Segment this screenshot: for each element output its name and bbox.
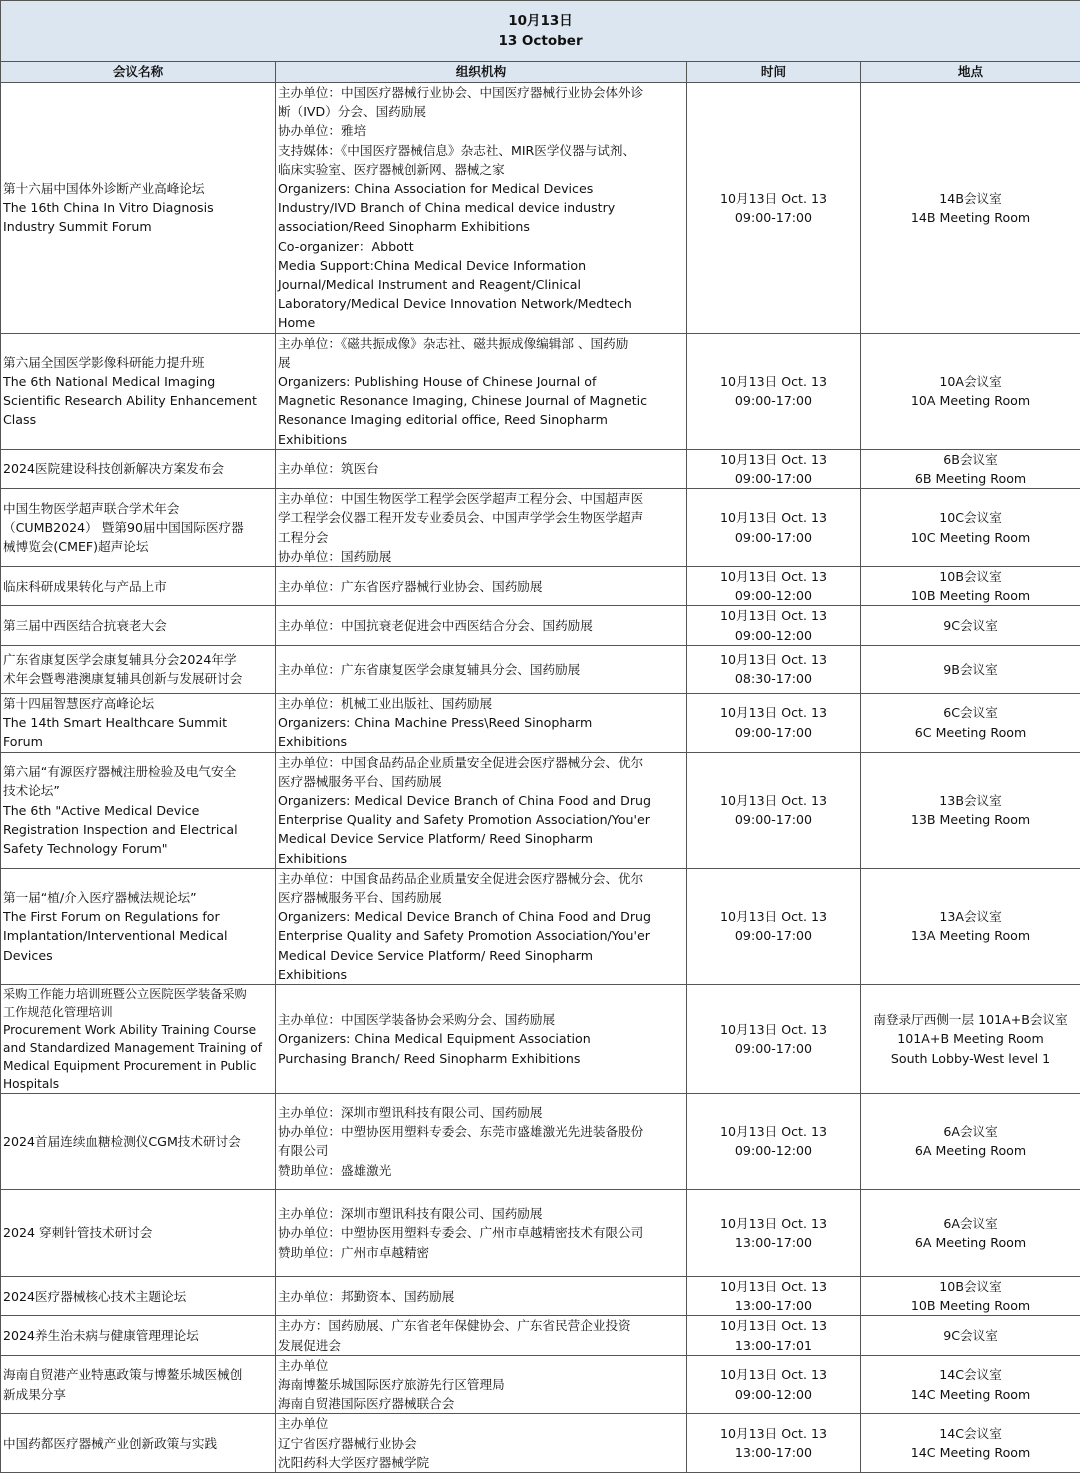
time-line: 09:00-12:00 bbox=[689, 1141, 858, 1160]
cell-place bbox=[861, 449, 1080, 488]
org-line: 展 bbox=[278, 353, 684, 372]
place-line: 6B会议室 bbox=[863, 450, 1078, 469]
table-row bbox=[1, 489, 1080, 567]
name-line: and Standardized Management Training of bbox=[3, 1039, 273, 1057]
org-line: Enterprise Quality and Safety Promotion Association/You'er bbox=[278, 810, 684, 829]
org-line: 主办单位：机械工业出版社、国药励展 bbox=[278, 694, 684, 713]
cell-place bbox=[861, 645, 1080, 693]
cell-org bbox=[276, 606, 687, 645]
place-line: 10C Meeting Room bbox=[863, 528, 1078, 547]
name-line: 技术论坛” bbox=[3, 781, 273, 800]
cell-place bbox=[861, 1414, 1080, 1473]
org-line: 海南自贸港国际医疗器械联合会 bbox=[278, 1394, 684, 1413]
cell-name bbox=[1, 752, 276, 868]
time-line: 13:00-17:01 bbox=[689, 1336, 858, 1355]
org-line: 协办单位：雅培 bbox=[278, 121, 684, 140]
org-line: 主办单位 bbox=[278, 1356, 684, 1375]
name-line: Hospitals bbox=[3, 1075, 273, 1093]
time-line: 10月13日 Oct. 13 bbox=[689, 703, 858, 722]
org-line: 临床实验室、医疗器械创新网、器械之家 bbox=[278, 160, 684, 179]
cell-org bbox=[276, 489, 687, 567]
cell-org bbox=[276, 645, 687, 693]
table-row bbox=[1, 83, 1080, 334]
name-line: 第十四届智慧医疗高峰论坛 bbox=[3, 694, 273, 713]
place-line: 14C会议室 bbox=[863, 1424, 1078, 1443]
org-line: 主办方：国药励展、广东省老年保健协会、广东省民营企业投资 bbox=[278, 1316, 684, 1335]
org-line: Resonance Imaging editorial office, Reed Sinopharm bbox=[278, 410, 684, 429]
place-line: 13B会议室 bbox=[863, 791, 1078, 810]
table-row bbox=[1, 1093, 1080, 1189]
cell-time bbox=[687, 1316, 861, 1355]
name-line: 术年会暨粤港澳康复辅具创新与发展研讨会 bbox=[3, 669, 273, 688]
org-line: Organizers: Publishing House of Chinese Journal of bbox=[278, 372, 684, 391]
name-line: 中国生物医学超声联合学术年会 bbox=[3, 499, 273, 518]
name-line: 临床科研成果转化与产品上市 bbox=[3, 577, 273, 596]
org-line: Organizers: China Medical Equipment Association bbox=[278, 1029, 684, 1048]
name-line: 2024医院建设科技创新解决方案发布会 bbox=[3, 459, 273, 478]
place-line: 6A会议室 bbox=[863, 1214, 1078, 1233]
name-line: The First Forum on Regulations for bbox=[3, 907, 273, 926]
place-line: 10B会议室 bbox=[863, 567, 1078, 586]
cell-org bbox=[276, 333, 687, 449]
time-line: 13:00-17:00 bbox=[689, 1296, 858, 1315]
cell-name bbox=[1, 1414, 276, 1473]
org-line: Medical Device Service Platform/ Reed Sinopharm bbox=[278, 829, 684, 848]
org-line: Medical Device Service Platform/ Reed Sinopharm bbox=[278, 946, 684, 965]
cell-name bbox=[1, 693, 276, 752]
time-line: 10月13日 Oct. 13 bbox=[689, 1277, 858, 1296]
cell-org bbox=[276, 1355, 687, 1414]
cell-place bbox=[861, 1189, 1080, 1276]
name-line: 2024医疗器械核心技术主题论坛 bbox=[3, 1287, 273, 1306]
org-line: 主办单位：《磁共振成像》杂志社、磁共振成像编辑部 、国药励 bbox=[278, 334, 684, 353]
cell-org bbox=[276, 1189, 687, 1276]
time-line: 13:00-17:00 bbox=[689, 1233, 858, 1252]
time-line: 10月13日 Oct. 13 bbox=[689, 907, 858, 926]
org-line: 协办单位：国药励展 bbox=[278, 547, 684, 566]
time-line: 09:00-17:00 bbox=[689, 926, 858, 945]
time-line: 09:00-17:00 bbox=[689, 810, 858, 829]
org-line: Organizers: Medical Device Branch of China Food and Drug bbox=[278, 791, 684, 810]
cell-org bbox=[276, 1093, 687, 1189]
place-line: 14C Meeting Room bbox=[863, 1385, 1078, 1404]
title-row bbox=[1, 1, 1080, 62]
org-line: 医疗器械服务平台、国药励展 bbox=[278, 772, 684, 791]
place-line: 14B Meeting Room bbox=[863, 208, 1078, 227]
org-line: 主办单位：中国医学装备协会采购分会、国药励展 bbox=[278, 1010, 684, 1029]
place-line: 9B会议室 bbox=[863, 660, 1078, 679]
cell-place bbox=[861, 1093, 1080, 1189]
cell-org bbox=[276, 1276, 687, 1315]
date-title-en: 13 October bbox=[3, 31, 1078, 51]
org-line: Exhibitions bbox=[278, 430, 684, 449]
cell-time bbox=[687, 645, 861, 693]
cell-time bbox=[687, 449, 861, 488]
name-line: Safety Technology Forum" bbox=[3, 839, 273, 858]
name-line: 新成果分享 bbox=[3, 1385, 273, 1404]
name-line: Industry Summit Forum bbox=[3, 217, 273, 236]
place-line: 9C会议室 bbox=[863, 616, 1078, 635]
org-line: Organizers: Medical Device Branch of China Food and Drug bbox=[278, 907, 684, 926]
org-line: Exhibitions bbox=[278, 849, 684, 868]
time-line: 09:00-17:00 bbox=[689, 528, 858, 547]
name-line: 2024 穿刺针管技术研讨会 bbox=[3, 1223, 273, 1242]
cell-name bbox=[1, 1276, 276, 1315]
cell-time bbox=[687, 489, 861, 567]
org-line: 协办单位：中塑协医用塑料专委会、东莞市盛雄激光先进装备股份 bbox=[278, 1122, 684, 1141]
name-line: Implantation/Interventional Medical bbox=[3, 926, 273, 945]
org-line: 有限公司 bbox=[278, 1141, 684, 1160]
header-name: 会议名称 bbox=[1, 62, 276, 83]
table-row bbox=[1, 1414, 1080, 1473]
cell-time bbox=[687, 333, 861, 449]
table-row bbox=[1, 1189, 1080, 1276]
org-line: 主办单位：中国食品药品企业质量安全促进会医疗器械分会、优尔 bbox=[278, 869, 684, 888]
org-line: Exhibitions bbox=[278, 732, 684, 751]
place-line: 6A Meeting Room bbox=[863, 1141, 1078, 1160]
cell-name bbox=[1, 868, 276, 984]
table-row bbox=[1, 693, 1080, 752]
cell-name bbox=[1, 449, 276, 488]
name-line: 械博览会(CMEF)超声论坛 bbox=[3, 537, 273, 556]
cell-name bbox=[1, 333, 276, 449]
org-line: 工程分会 bbox=[278, 528, 684, 547]
org-line: Organizers: China Machine Press\Reed Sinopharm bbox=[278, 713, 684, 732]
place-line: 13B Meeting Room bbox=[863, 810, 1078, 829]
place-line: 14C会议室 bbox=[863, 1365, 1078, 1384]
org-line: 海南博鳌乐城国际医疗旅游先行区管理局 bbox=[278, 1375, 684, 1394]
cell-time bbox=[687, 752, 861, 868]
name-line: Procurement Work Ability Training Course bbox=[3, 1021, 273, 1039]
cell-name bbox=[1, 606, 276, 645]
name-line: The 14th Smart Healthcare Summit bbox=[3, 713, 273, 732]
time-line: 10月13日 Oct. 13 bbox=[689, 1424, 858, 1443]
cell-place bbox=[861, 984, 1080, 1093]
name-line: Class bbox=[3, 410, 273, 429]
org-line: Industry/IVD Branch of China medical device industry bbox=[278, 198, 684, 217]
org-line: 主办单位：中国抗衰老促进会中西医结合分会、国药励展 bbox=[278, 616, 684, 635]
name-line: 采购工作能力培训班暨公立医院医学装备采购 bbox=[3, 985, 273, 1003]
place-line: 14C Meeting Room bbox=[863, 1443, 1078, 1462]
cell-time bbox=[687, 567, 861, 606]
cell-org bbox=[276, 984, 687, 1093]
org-line: 学工程学会仪器工程开发专业委员会、中国声学学会生物医学超声 bbox=[278, 508, 684, 527]
date-title-zh: 10月13日 bbox=[3, 11, 1078, 31]
name-line: Forum bbox=[3, 732, 273, 751]
name-line: 海南自贸港产业特惠政策与博鳌乐城医械创 bbox=[3, 1365, 273, 1384]
org-line: Co-organizer：Abbott bbox=[278, 237, 684, 256]
time-line: 09:00-17:00 bbox=[689, 391, 858, 410]
cell-time bbox=[687, 868, 861, 984]
org-line: 断（IVD）分会、国药励展 bbox=[278, 102, 684, 121]
cell-org bbox=[276, 868, 687, 984]
cell-time bbox=[687, 606, 861, 645]
place-line: 14B会议室 bbox=[863, 189, 1078, 208]
name-line: （CUMB2024） 暨第90届中国国际医疗器 bbox=[3, 518, 273, 537]
name-line: 第十六届中国体外诊断产业高峰论坛 bbox=[3, 179, 273, 198]
cell-name bbox=[1, 567, 276, 606]
name-line: 中国药都医疗器械产业创新政策与实践 bbox=[3, 1434, 273, 1453]
org-line: 发展促进会 bbox=[278, 1336, 684, 1355]
time-line: 09:00-17:00 bbox=[689, 469, 858, 488]
time-line: 10月13日 Oct. 13 bbox=[689, 567, 858, 586]
org-line: 主办单位：中国生物医学工程学会医学超声工程分会、中国超声医 bbox=[278, 489, 684, 508]
org-line: Exhibitions bbox=[278, 965, 684, 984]
org-line: Journal/Medical Instrument and Reagent/Clinical bbox=[278, 275, 684, 294]
table-row bbox=[1, 984, 1080, 1093]
cell-time bbox=[687, 693, 861, 752]
org-line: Organizers: China Association for Medical Devices bbox=[278, 179, 684, 198]
table-row bbox=[1, 449, 1080, 488]
org-line: 医疗器械服务平台、国药励展 bbox=[278, 888, 684, 907]
date-title bbox=[1, 1, 1080, 62]
header-row bbox=[1, 62, 1080, 83]
name-line: 广东省康复医学会康复辅具分会2024年学 bbox=[3, 650, 273, 669]
time-line: 10月13日 Oct. 13 bbox=[689, 372, 858, 391]
header-time: 时间 bbox=[687, 62, 861, 83]
cell-name bbox=[1, 83, 276, 334]
name-line: The 6th National Medical Imaging bbox=[3, 372, 273, 391]
name-line: 第三届中西医结合抗衰老大会 bbox=[3, 616, 273, 635]
time-line: 10月13日 Oct. 13 bbox=[689, 791, 858, 810]
time-line: 13:00-17:00 bbox=[689, 1443, 858, 1462]
cell-time bbox=[687, 83, 861, 334]
time-line: 09:00-12:00 bbox=[689, 1385, 858, 1404]
cell-place bbox=[861, 567, 1080, 606]
org-line: Media Support:China Medical Device Information bbox=[278, 256, 684, 275]
time-line: 09:00-12:00 bbox=[689, 586, 858, 605]
place-line: 10C会议室 bbox=[863, 508, 1078, 527]
cell-org bbox=[276, 693, 687, 752]
cell-name bbox=[1, 1355, 276, 1414]
name-line: Scientific Research Ability Enhancement bbox=[3, 391, 273, 410]
cell-time bbox=[687, 1355, 861, 1414]
table-row bbox=[1, 752, 1080, 868]
place-line: South Lobby-West level 1 bbox=[863, 1049, 1078, 1068]
table-row bbox=[1, 645, 1080, 693]
cell-place bbox=[861, 752, 1080, 868]
place-line: 10B会议室 bbox=[863, 1277, 1078, 1296]
table-row bbox=[1, 868, 1080, 984]
name-line: Registration Inspection and Electrical bbox=[3, 820, 273, 839]
place-line: 13A Meeting Room bbox=[863, 926, 1078, 945]
time-line: 08:30-17:00 bbox=[689, 669, 858, 688]
place-line: 10B Meeting Room bbox=[863, 1296, 1078, 1315]
table-row bbox=[1, 1276, 1080, 1315]
name-line: Devices bbox=[3, 946, 273, 965]
place-line: 6B Meeting Room bbox=[863, 469, 1078, 488]
cell-place bbox=[861, 1355, 1080, 1414]
place-line: 6A Meeting Room bbox=[863, 1233, 1078, 1252]
org-line: 主办单位：筑医台 bbox=[278, 459, 684, 478]
org-line: 主办单位：深圳市塑讯科技有限公司、国药励展 bbox=[278, 1204, 684, 1223]
place-line: 南登录厅西侧一层 101A+B会议室 bbox=[863, 1010, 1078, 1029]
time-line: 09:00-17:00 bbox=[689, 1039, 858, 1058]
cell-org bbox=[276, 1414, 687, 1473]
cell-time bbox=[687, 1276, 861, 1315]
org-line: 协办单位：中塑协医用塑料专委会、广州市卓越精密技术有限公司 bbox=[278, 1223, 684, 1242]
org-line: 辽宁省医疗器械行业协会 bbox=[278, 1434, 684, 1453]
cell-name bbox=[1, 489, 276, 567]
name-line: 工作规范化管理培训 bbox=[3, 1003, 273, 1021]
org-line: Home bbox=[278, 313, 684, 332]
cell-org bbox=[276, 567, 687, 606]
name-line: 第一届“植/介入医疗器械法规论坛” bbox=[3, 888, 273, 907]
time-line: 09:00-17:00 bbox=[689, 723, 858, 742]
org-line: 支持媒体：《中国医疗器械信息》杂志社、MIR医学仪器与试剂、 bbox=[278, 141, 684, 160]
org-line: 主办单位：广东省康复医学会康复辅具分会、国药励展 bbox=[278, 660, 684, 679]
cell-name bbox=[1, 1093, 276, 1189]
cell-place bbox=[861, 489, 1080, 567]
name-line: 2024养生治未病与健康管理理论坛 bbox=[3, 1326, 273, 1345]
org-line: association/Reed Sinopharm Exhibitions bbox=[278, 217, 684, 236]
org-line: 赞助单位：广州市卓越精密 bbox=[278, 1243, 684, 1262]
header-org: 组织机构 bbox=[276, 62, 687, 83]
place-line: 9C会议室 bbox=[863, 1326, 1078, 1345]
cell-org bbox=[276, 449, 687, 488]
time-line: 09:00-12:00 bbox=[689, 626, 858, 645]
cell-place bbox=[861, 333, 1080, 449]
cell-place bbox=[861, 693, 1080, 752]
table-row bbox=[1, 606, 1080, 645]
cell-time bbox=[687, 1414, 861, 1473]
cell-place bbox=[861, 1316, 1080, 1355]
cell-place bbox=[861, 868, 1080, 984]
cell-name bbox=[1, 984, 276, 1093]
time-line: 10月13日 Oct. 13 bbox=[689, 606, 858, 625]
org-line: Laboratory/Medical Device Innovation Network/Medtech bbox=[278, 294, 684, 313]
place-line: 101A+B Meeting Room bbox=[863, 1029, 1078, 1048]
place-line: 6C会议室 bbox=[863, 703, 1078, 722]
cell-name bbox=[1, 645, 276, 693]
place-line: 6A会议室 bbox=[863, 1122, 1078, 1141]
header-place: 地点 bbox=[861, 62, 1080, 83]
name-line: Medical Equipment Procurement in Public bbox=[3, 1057, 273, 1075]
time-line: 10月13日 Oct. 13 bbox=[689, 1020, 858, 1039]
cell-org bbox=[276, 83, 687, 334]
place-line: 10A会议室 bbox=[863, 372, 1078, 391]
cell-org bbox=[276, 1316, 687, 1355]
org-line: 主办单位 bbox=[278, 1414, 684, 1433]
time-line: 10月13日 Oct. 13 bbox=[689, 1365, 858, 1384]
table-row bbox=[1, 333, 1080, 449]
org-line: 主办单位：中国食品药品企业质量安全促进会医疗器械分会、优尔 bbox=[278, 753, 684, 772]
name-line: 第六届“有源医疗器械注册检验及电气安全 bbox=[3, 762, 273, 781]
org-line: 主办单位：深圳市塑讯科技有限公司、国药励展 bbox=[278, 1103, 684, 1122]
table-row bbox=[1, 567, 1080, 606]
org-line: 主办单位：邦勤资本、国药励展 bbox=[278, 1287, 684, 1306]
cell-name bbox=[1, 1316, 276, 1355]
place-line: 10B Meeting Room bbox=[863, 586, 1078, 605]
cell-time bbox=[687, 1189, 861, 1276]
cell-time bbox=[687, 1093, 861, 1189]
cell-place bbox=[861, 606, 1080, 645]
cell-place bbox=[861, 83, 1080, 334]
name-line: The 16th China In Vitro Diagnosis bbox=[3, 198, 273, 217]
cell-place bbox=[861, 1276, 1080, 1315]
table-row bbox=[1, 1316, 1080, 1355]
table-row bbox=[1, 1355, 1080, 1414]
time-line: 10月13日 Oct. 13 bbox=[689, 650, 858, 669]
cell-time bbox=[687, 984, 861, 1093]
org-line: Enterprise Quality and Safety Promotion Association/You'er bbox=[278, 926, 684, 945]
time-line: 10月13日 Oct. 13 bbox=[689, 1316, 858, 1335]
time-line: 10月13日 Oct. 13 bbox=[689, 1122, 858, 1141]
org-line: 主办单位：广东省医疗器械行业协会、国药励展 bbox=[278, 577, 684, 596]
name-line: 第六届全国医学影像科研能力提升班 bbox=[3, 353, 273, 372]
org-line: 主办单位：中国医疗器械行业协会、中国医疗器械行业协会体外诊 bbox=[278, 83, 684, 102]
org-line: 沈阳药科大学医疗器械学院 bbox=[278, 1453, 684, 1472]
name-line: The 6th "Active Medical Device bbox=[3, 801, 273, 820]
time-line: 10月13日 Oct. 13 bbox=[689, 1214, 858, 1233]
name-line: 2024首届连续血糖检测仪CGM技术研讨会 bbox=[3, 1132, 273, 1151]
cell-name bbox=[1, 1189, 276, 1276]
place-line: 6C Meeting Room bbox=[863, 723, 1078, 742]
org-line: Magnetic Resonance Imaging, Chinese Journal of Magnetic bbox=[278, 391, 684, 410]
time-line: 10月13日 Oct. 13 bbox=[689, 508, 858, 527]
time-line: 10月13日 Oct. 13 bbox=[689, 189, 858, 208]
time-line: 09:00-17:00 bbox=[689, 208, 858, 227]
org-line: 赞助单位：盛雄激光 bbox=[278, 1161, 684, 1180]
org-line: Purchasing Branch/ Reed Sinopharm Exhibitions bbox=[278, 1049, 684, 1068]
place-line: 13A会议室 bbox=[863, 907, 1078, 926]
time-line: 10月13日 Oct. 13 bbox=[689, 450, 858, 469]
cell-org bbox=[276, 752, 687, 868]
place-line: 10A Meeting Room bbox=[863, 391, 1078, 410]
